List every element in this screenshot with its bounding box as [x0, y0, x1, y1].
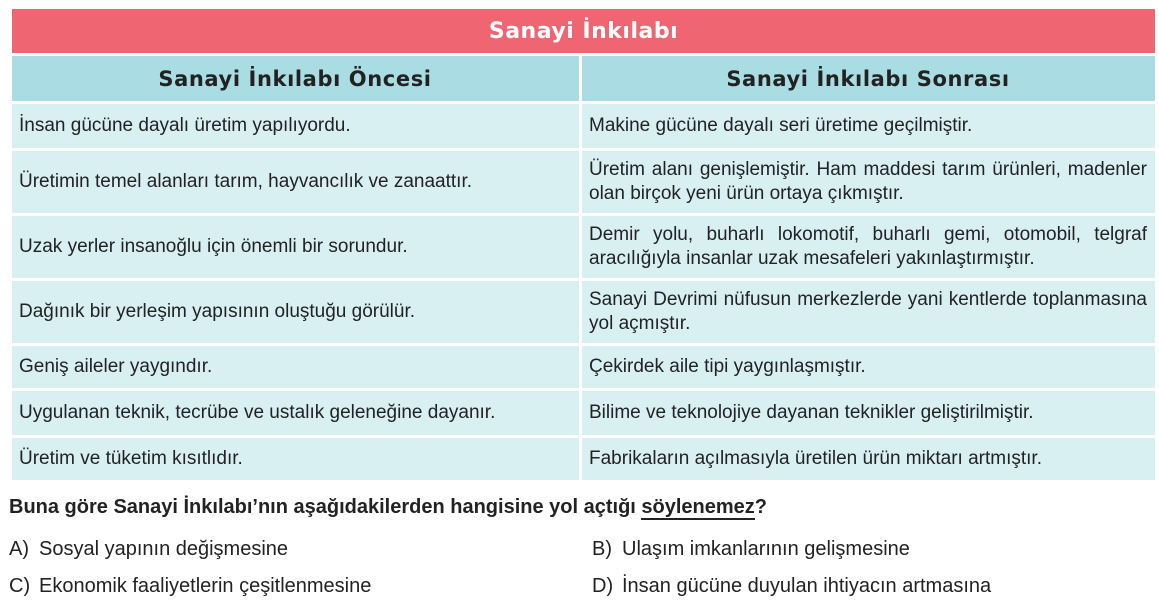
- table-row: [12, 216, 1155, 281]
- question-emphasis: söylenemez: [641, 496, 755, 518]
- comparison-table: [12, 9, 1155, 480]
- question-text: [9, 496, 767, 519]
- cell-before: Uzak yerler insanoğlu için önemli bir sorundur.: [12, 216, 582, 278]
- cell-before: Geniş aileler yaygındır.: [12, 346, 582, 388]
- option-letter: D): [592, 575, 614, 597]
- question-mark: ?: [754, 496, 768, 518]
- table-row: [12, 104, 1155, 151]
- option-b[interactable]: [592, 538, 910, 561]
- header-before: Sanayi İnkılabı Öncesi: [12, 56, 582, 101]
- cell-after: Sanayi Devrimi nüfusun merkezlerde yani kentlerde toplanmasına yol açmıştır.: [582, 281, 1155, 343]
- table-row: [12, 438, 1155, 480]
- cell-before: Üretim ve tüketim kısıtlıdır.: [12, 438, 582, 480]
- option-letter: C): [9, 575, 31, 597]
- cell-before: Uygulanan teknik, tecrübe ve ustalık geleneğine dayanır.: [12, 391, 582, 435]
- option-text: İnsan gücüne duyulan ihtiyacın artmasına: [622, 575, 992, 597]
- table-title: Sanayi İnkılabı: [12, 9, 1155, 56]
- option-text: Ulaşım imkanlarının gelişmesine: [622, 538, 910, 560]
- option-letter: A): [9, 538, 29, 560]
- header-after: Sanayi İnkılabı Sonrası: [582, 56, 1155, 101]
- table-row: [12, 151, 1155, 216]
- table-row: [12, 281, 1155, 346]
- table-row: [12, 346, 1155, 391]
- option-a[interactable]: [9, 538, 288, 561]
- cell-after: Fabrikaların açılmasıyla üretilen ürün miktarı artmıştır.: [582, 438, 1155, 480]
- cell-after: Bilime ve teknolojiye dayanan teknikler geliştirilmiştir.: [582, 391, 1155, 435]
- question-stem: Buna göre Sanayi İnkılabı’nın aşağıdakilerden hangisine yol açtığı: [9, 496, 642, 518]
- cell-after: Çekirdek aile tipi yaygınlaşmıştır.: [582, 346, 1155, 388]
- cell-after: Üretim alanı genişlemiştir. Ham maddesi tarım ürünleri, madenler olan birçok yeni ürün ortaya çıkmıştır.: [582, 151, 1155, 213]
- cell-before: Üretimin temel alanları tarım, hayvancılık ve zanaattır.: [12, 151, 582, 213]
- cell-before: İnsan gücüne dayalı üretim yapılıyordu.: [12, 104, 582, 148]
- option-text: Ekonomik faaliyetlerin çeşitlenmesine: [39, 575, 372, 597]
- table-header-row: [12, 56, 1155, 104]
- option-c[interactable]: [9, 575, 371, 598]
- table-row: [12, 391, 1155, 438]
- option-text: Sosyal yapının değişmesine: [39, 538, 289, 560]
- cell-after: Demir yolu, buharlı lokomotif, buharlı gemi, otomobil, telgraf aracılığıyla insanlar uzak mesafeleri yakınlaştırmıştır.: [582, 216, 1155, 278]
- cell-after: Makine gücüne dayalı seri üretime geçilmiştir.: [582, 104, 1155, 148]
- option-letter: B): [592, 538, 612, 560]
- option-d[interactable]: [592, 575, 991, 598]
- cell-before: Dağınık bir yerleşim yapısının oluştuğu görülür.: [12, 281, 582, 343]
